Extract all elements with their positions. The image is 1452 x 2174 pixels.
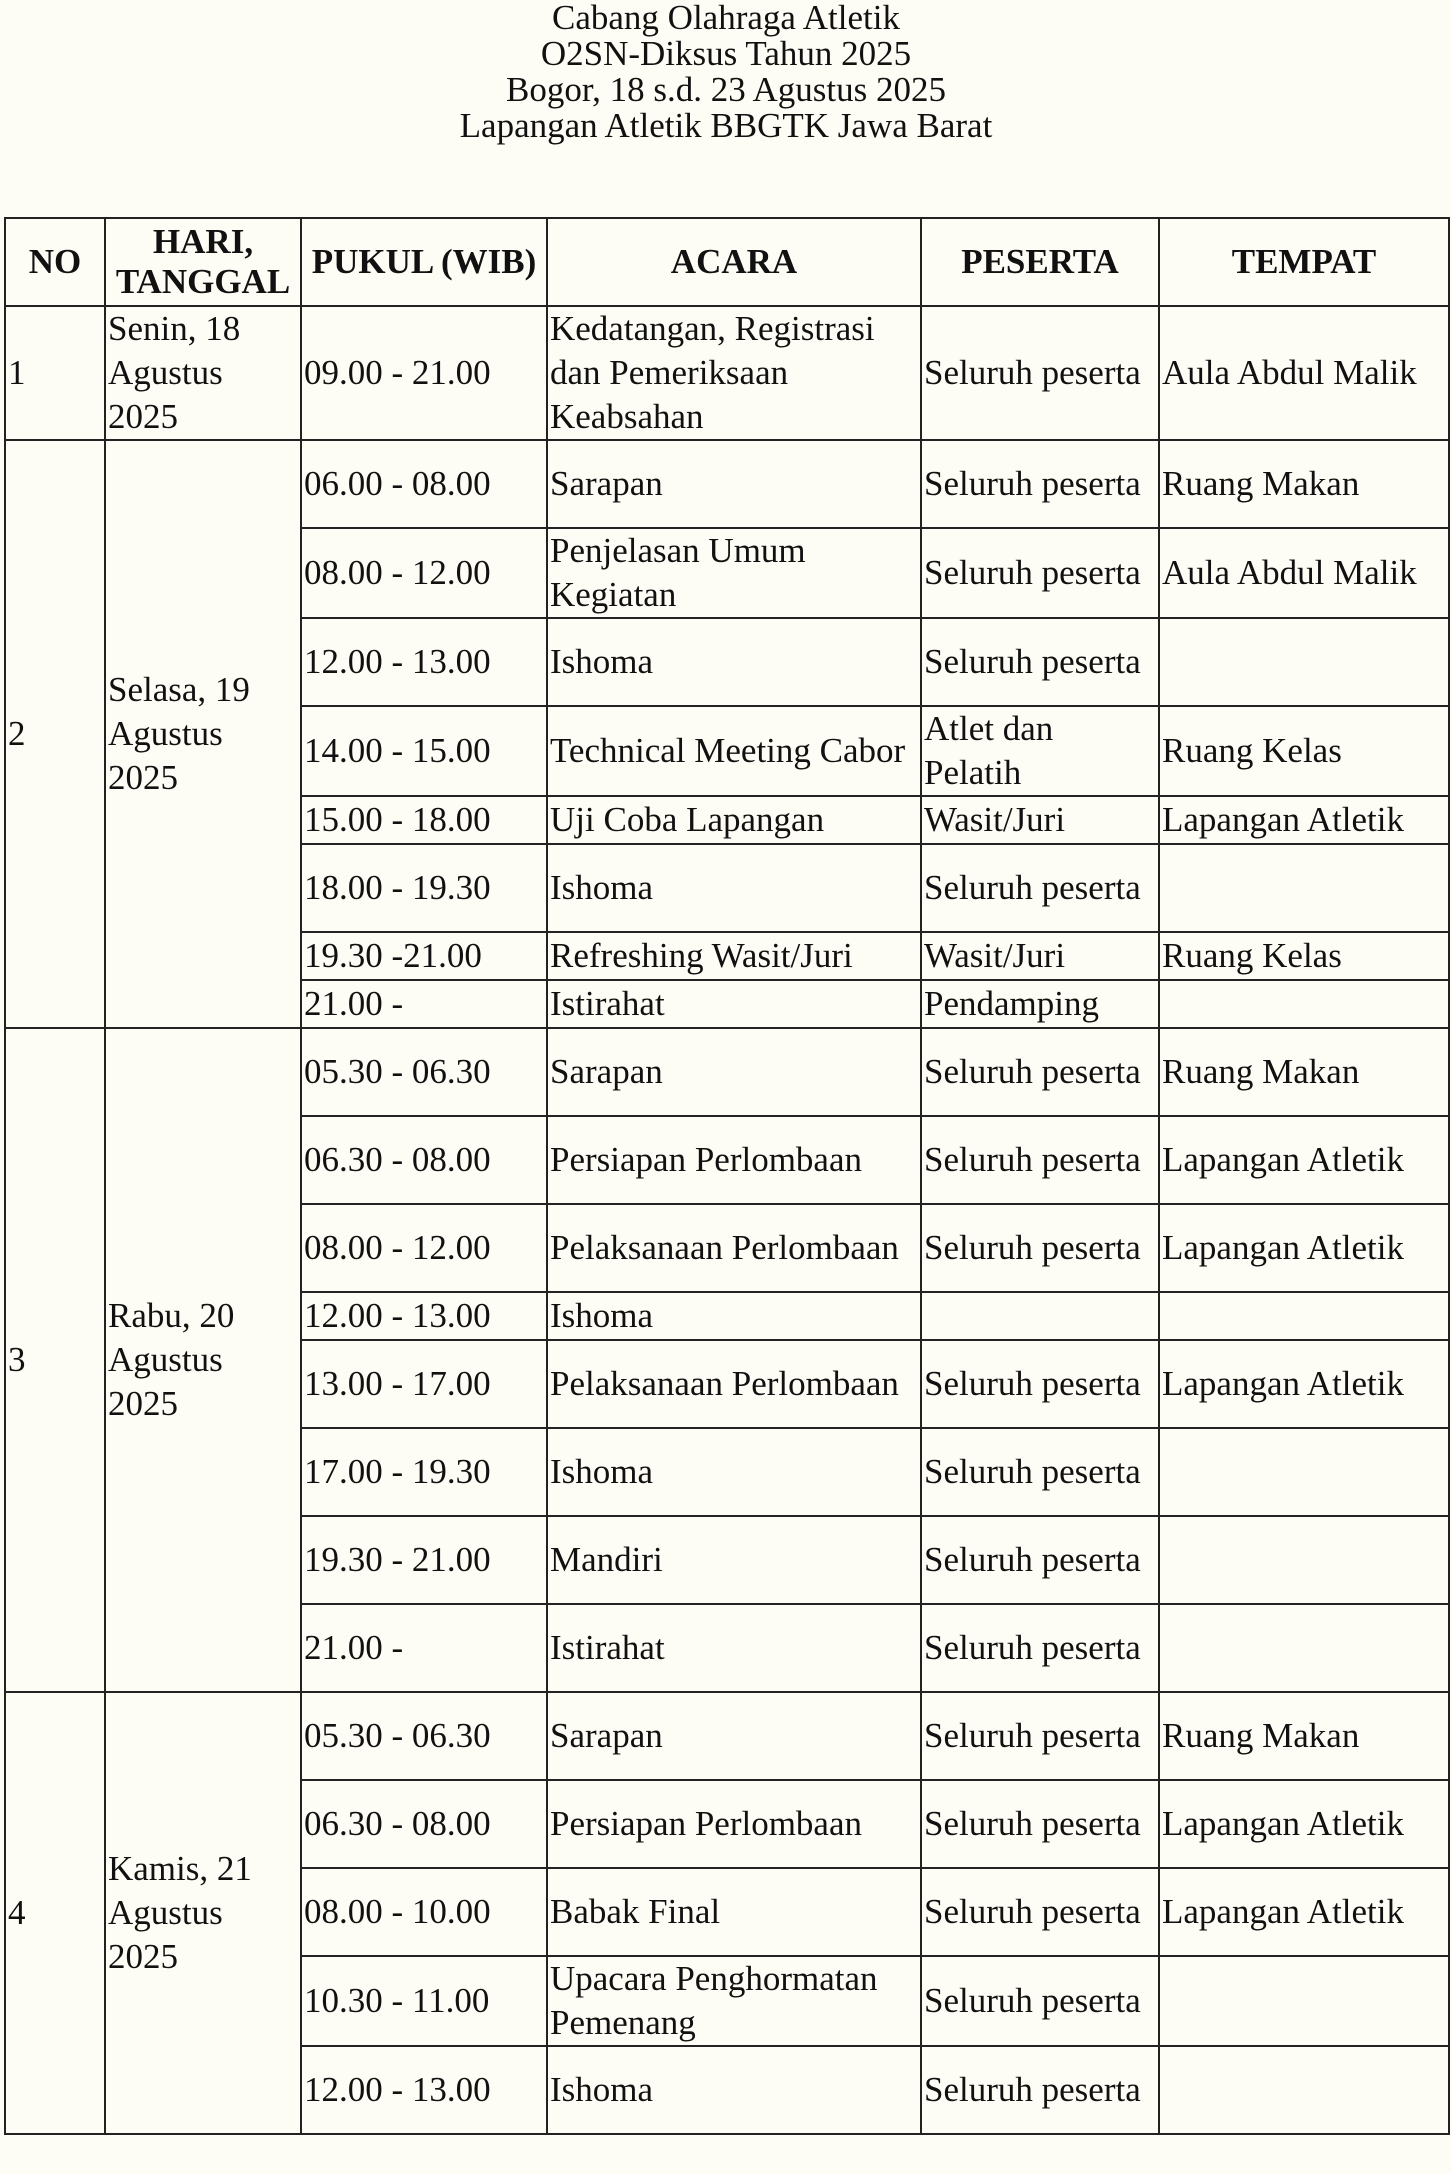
participants-cell: Seluruh peserta	[921, 1340, 1159, 1428]
participants-cell: Seluruh peserta	[921, 1028, 1159, 1116]
event-cell: Persiapan Perlombaan	[547, 1780, 921, 1868]
time-cell: 10.30 - 11.00	[301, 1956, 547, 2046]
place-cell: Lapangan Atletik	[1159, 1340, 1449, 1428]
column-header-no: NO	[5, 218, 105, 306]
time-cell: 14.00 - 15.00	[301, 706, 547, 796]
time-cell: 12.00 - 13.00	[301, 618, 547, 706]
event-cell: Babak Final	[547, 1868, 921, 1956]
schedule-table	[4, 217, 1450, 2135]
day-number: 1	[5, 306, 105, 440]
time-cell: 21.00 -	[301, 1604, 547, 1692]
header-line-venue: Lapangan Atletik BBGTK Jawa Barat	[459, 106, 993, 145]
table-row	[5, 1028, 1449, 1116]
place-cell	[1159, 1604, 1449, 1692]
place-cell	[1159, 844, 1449, 932]
participants-cell: Seluruh peserta	[921, 2046, 1159, 2134]
place-cell: Aula Abdul Malik	[1159, 528, 1449, 618]
event-cell: Sarapan	[547, 1692, 921, 1780]
participants-cell: Pendamping	[921, 980, 1159, 1028]
place-cell: Lapangan Atletik	[1159, 1116, 1449, 1204]
time-cell: 12.00 - 13.00	[301, 1292, 547, 1340]
participants-cell: Seluruh peserta	[921, 1428, 1159, 1516]
table-body	[5, 306, 1449, 2134]
place-cell	[1159, 1292, 1449, 1340]
day-date: Kamis, 21 Agustus 2025	[105, 1692, 301, 2134]
time-cell: 05.30 - 06.30	[301, 1028, 547, 1116]
event-cell: Istirahat	[547, 1604, 921, 1692]
table-row	[5, 306, 1449, 440]
event-cell: Uji Coba Lapangan	[547, 796, 921, 844]
place-cell: Ruang Makan	[1159, 440, 1449, 528]
place-cell: Ruang Makan	[1159, 1028, 1449, 1116]
place-cell: Lapangan Atletik	[1159, 796, 1449, 844]
table-row	[5, 1692, 1449, 1780]
column-header-acara: ACARA	[547, 218, 921, 306]
participants-cell: Atlet dan Pelatih	[921, 706, 1159, 796]
place-cell	[1159, 980, 1449, 1028]
event-cell: Ishoma	[547, 844, 921, 932]
participants-cell	[921, 1292, 1159, 1340]
header-line-location-date: Bogor, 18 s.d. 23 Agustus 2025	[505, 70, 947, 109]
participants-cell: Seluruh peserta	[921, 1956, 1159, 2046]
participants-cell: Seluruh peserta	[921, 618, 1159, 706]
time-cell: 21.00 -	[301, 980, 547, 1028]
time-cell: 19.30 - 21.00	[301, 1516, 547, 1604]
document-header	[0, 0, 1452, 144]
time-cell: 05.30 - 06.30	[301, 1692, 547, 1780]
time-cell: 12.00 - 13.00	[301, 2046, 547, 2134]
place-cell	[1159, 1956, 1449, 2046]
event-cell: Refreshing Wasit/Juri	[547, 932, 921, 980]
place-cell	[1159, 1428, 1449, 1516]
participants-cell: Seluruh peserta	[921, 1516, 1159, 1604]
event-cell: Pelaksanaan Perlombaan	[547, 1340, 921, 1428]
place-cell	[1159, 1516, 1449, 1604]
place-cell: Ruang Makan	[1159, 1692, 1449, 1780]
time-cell: 06.00 - 08.00	[301, 440, 547, 528]
event-cell: Pelaksanaan Perlombaan	[547, 1204, 921, 1292]
time-cell: 17.00 - 19.30	[301, 1428, 547, 1516]
place-cell: Ruang Kelas	[1159, 932, 1449, 980]
participants-cell: Seluruh peserta	[921, 1868, 1159, 1956]
time-cell: 08.00 - 12.00	[301, 528, 547, 618]
participants-cell: Seluruh peserta	[921, 1204, 1159, 1292]
table-row	[5, 440, 1449, 528]
day-date: Selasa, 19 Agustus 2025	[105, 440, 301, 1028]
day-number: 2	[5, 440, 105, 1028]
event-cell: Sarapan	[547, 440, 921, 528]
time-cell: 08.00 - 12.00	[301, 1204, 547, 1292]
time-cell: 08.00 - 10.00	[301, 1868, 547, 1956]
time-cell: 06.30 - 08.00	[301, 1116, 547, 1204]
participants-cell: Seluruh peserta	[921, 1604, 1159, 1692]
event-cell: Mandiri	[547, 1516, 921, 1604]
day-date: Senin, 18 Agustus 2025	[105, 306, 301, 440]
time-cell: 09.00 - 21.00	[301, 306, 547, 440]
participants-cell: Wasit/Juri	[921, 796, 1159, 844]
participants-cell: Wasit/Juri	[921, 932, 1159, 980]
time-cell: 06.30 - 08.00	[301, 1780, 547, 1868]
header-line-event: O2SN-Diksus Tahun 2025	[540, 34, 912, 73]
event-cell: Ishoma	[547, 618, 921, 706]
participants-cell: Seluruh peserta	[921, 440, 1159, 528]
place-cell	[1159, 618, 1449, 706]
event-cell: Istirahat	[547, 980, 921, 1028]
column-header-hari-tanggal: HARI, TANGGAL	[105, 218, 301, 306]
place-cell: Ruang Kelas	[1159, 706, 1449, 796]
column-header-tempat: TEMPAT	[1159, 218, 1449, 306]
participants-cell: Seluruh peserta	[921, 1116, 1159, 1204]
place-cell	[1159, 2046, 1449, 2134]
participants-cell: Seluruh peserta	[921, 1780, 1159, 1868]
event-cell: Kedatangan, Registrasi dan Pemeriksaan Keabsahan	[547, 306, 921, 440]
event-cell: Penjelasan Umum Kegiatan	[547, 528, 921, 618]
participants-cell: Seluruh peserta	[921, 844, 1159, 932]
time-cell: 15.00 - 18.00	[301, 796, 547, 844]
event-cell: Ishoma	[547, 2046, 921, 2134]
event-cell: Technical Meeting Cabor	[547, 706, 921, 796]
table-header	[5, 218, 1449, 306]
time-cell: 19.30 -21.00	[301, 932, 547, 980]
place-cell: Lapangan Atletik	[1159, 1204, 1449, 1292]
place-cell: Aula Abdul Malik	[1159, 306, 1449, 440]
event-cell: Upacara Penghormatan Pemenang	[547, 1956, 921, 2046]
time-cell: 18.00 - 19.30	[301, 844, 547, 932]
day-number: 4	[5, 1692, 105, 2134]
event-cell: Persiapan Perlombaan	[547, 1116, 921, 1204]
day-number: 3	[5, 1028, 105, 1692]
column-header-pukul: PUKUL (WIB)	[301, 218, 547, 306]
place-cell: Lapangan Atletik	[1159, 1780, 1449, 1868]
participants-cell: Seluruh peserta	[921, 306, 1159, 440]
column-header-peserta: PESERTA	[921, 218, 1159, 306]
event-cell: Ishoma	[547, 1428, 921, 1516]
event-cell: Ishoma	[547, 1292, 921, 1340]
time-cell: 13.00 - 17.00	[301, 1340, 547, 1428]
participants-cell: Seluruh peserta	[921, 528, 1159, 618]
header-line-sport: Cabang Olahraga Atletik	[552, 0, 900, 37]
participants-cell: Seluruh peserta	[921, 1692, 1159, 1780]
event-cell: Sarapan	[547, 1028, 921, 1116]
day-date: Rabu, 20 Agustus 2025	[105, 1028, 301, 1692]
place-cell: Lapangan Atletik	[1159, 1868, 1449, 1956]
